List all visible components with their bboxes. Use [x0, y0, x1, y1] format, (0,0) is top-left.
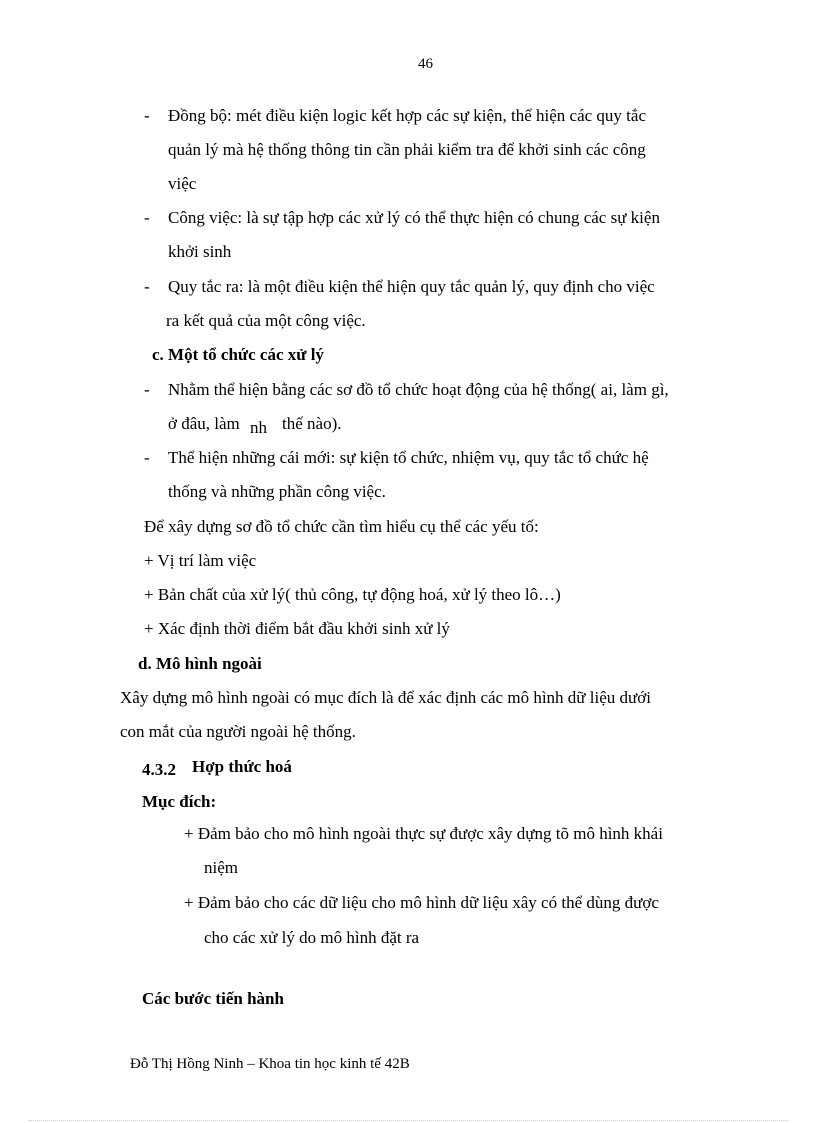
section-number: 4.3.2 — [142, 760, 176, 779]
body-line: Thể hiện những cái mới: sự kiện tổ chức, nhiệm vụ, quy tắc tổ chức hệ — [168, 448, 649, 467]
body-line: niệm — [204, 858, 238, 877]
section-heading: c. Một tổ chức các xử lý — [152, 345, 324, 364]
body-line: Để xây dựng sơ đồ tổ chức cần tìm hiểu cụ thể các yếu tố: — [144, 517, 539, 536]
bullet-dash: - — [144, 277, 150, 296]
body-line: Xây dựng mô hình ngoài có mục đích là để xác định các mô hình dữ liệu dưới — [120, 688, 651, 707]
body-fragment: thế nào). — [282, 414, 342, 433]
page-footer: Đỗ Thị Hồng Ninh – Khoa tin học kinh tế 42B — [130, 1056, 410, 1072]
section-heading: d. Mô hình ngoài — [138, 654, 262, 673]
page-number: 46 — [418, 56, 433, 72]
body-line: Công việc: là sự tập hợp các xử lý có thể thực hiện có chung các sự kiện — [168, 208, 660, 227]
body-line: thống và những phần công việc. — [168, 482, 386, 501]
body-line: cho các xử lý do mô hình đặt ra — [204, 928, 420, 947]
subheading: Các bước tiến hành — [142, 989, 284, 1008]
bullet-dash: - — [144, 106, 150, 125]
plus-item: + Đảm bảo cho các dữ liệu cho mô hình dữ liệu xây có thể dùng được — [184, 893, 659, 912]
body-line: ra kết quả của một công việc. — [166, 311, 366, 330]
body-fragment: nh — [250, 418, 267, 437]
body-line: việc — [168, 174, 197, 193]
plus-item: + Đảm bảo cho mô hình ngoài thực sự được xây dựng tõ mô hình khái — [184, 824, 663, 843]
subheading: Mục đích: — [142, 792, 217, 811]
plus-item: + Vị trí làm việc — [144, 551, 257, 570]
bullet-dash: - — [144, 448, 150, 467]
plus-item: + Bản chất của xử lý( thủ công, tự động hoá, xử lý theo lô…) — [144, 585, 561, 604]
body-line: khởi sinh — [168, 242, 232, 261]
body-line: Đồng bộ: mét điều kiện logic kết hợp các sự kiện, thể hiện các quy tắc — [168, 106, 647, 125]
body-line: quản lý mà hệ thống thông tin cần phải kiểm tra để khởi sinh các công — [168, 140, 646, 159]
body-line: ở đâu, làm — [168, 414, 240, 433]
body-line: Quy tắc ra: là một điều kiện thể hiện quy tắc quản lý, quy định cho việc — [168, 277, 655, 296]
bullet-dash: - — [144, 208, 150, 227]
body-line: con mắt của người ngoài hệ thống. — [120, 722, 356, 741]
plus-item: + Xác định thời điểm bắt đầu khởi sinh xử lý — [144, 619, 450, 638]
bullet-dash: - — [144, 380, 150, 399]
body-line: Nhằm thể hiện bằng các sơ đồ tổ chức hoạt động của hệ thống( ai, làm gì, — [168, 380, 669, 399]
bottom-rule — [28, 1120, 788, 1121]
section-title: Hợp thức hoá — [192, 757, 292, 776]
